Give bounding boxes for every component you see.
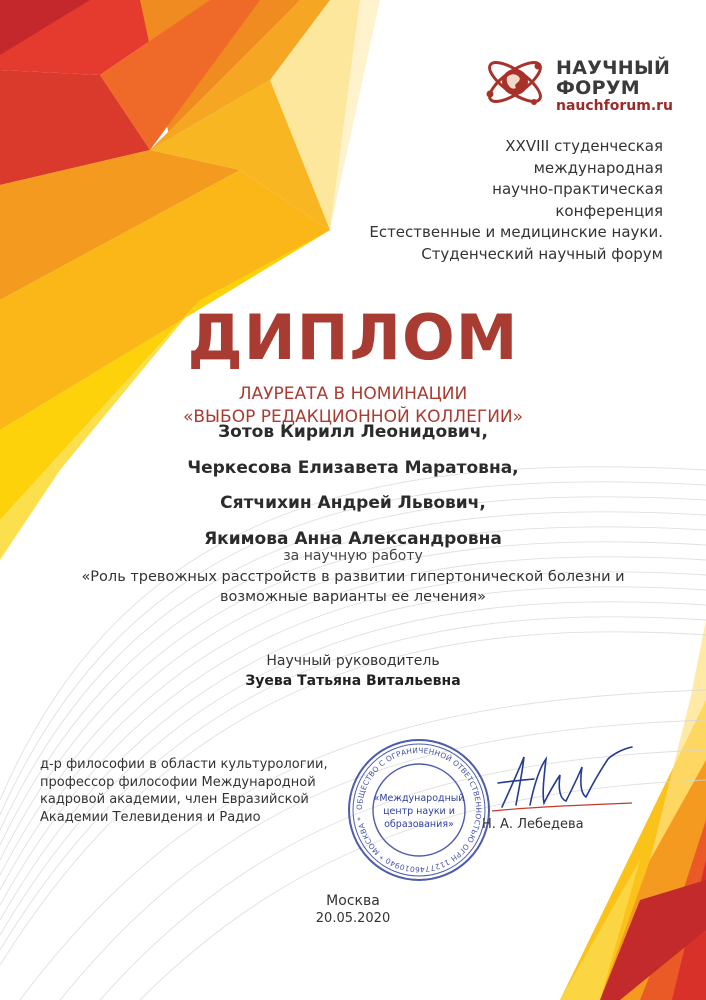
signatory-credentials: [40, 756, 370, 826]
logo-url: nauchforum.ru: [556, 98, 674, 114]
conference-line: Студенческий научный форум: [421, 244, 663, 263]
stamp-center-line: центр науки и: [383, 806, 455, 817]
logo-title: [556, 58, 670, 98]
handwritten-signature: [472, 745, 642, 820]
logo-title-line: ФОРУМ: [556, 77, 640, 99]
for-work-label: за научную работу: [283, 548, 423, 564]
conference-line: международная: [533, 158, 663, 177]
logo-title-line: НАУЧНЫЙ: [556, 57, 671, 79]
recipient-name: Сятчихин Андрей Львович,: [220, 493, 486, 513]
atom-globe-icon: [482, 50, 548, 114]
conference-line: XXVIII студенческая: [505, 137, 663, 155]
conference-line: Естественные и медицинские науки.: [369, 223, 663, 242]
supervisor-name: Зуева Татьяна Витальевна: [245, 673, 461, 689]
credentials-line: кадровой академии, член Евразийской: [40, 792, 309, 807]
recipient-name: Якимова Анна Александровна: [204, 528, 502, 549]
forum-logo: [482, 50, 682, 114]
credentials-line: Академии Телевидения и Радио: [40, 809, 261, 825]
subtitle-line: ЛАУРЕАТА В НОМИНАЦИИ: [238, 384, 468, 404]
recipients-list: [0, 418, 706, 560]
conference-line: конференция: [555, 201, 663, 220]
signatory-name: Н. А. Лебедева: [482, 817, 584, 832]
credentials-line: профессор философии Международной: [40, 774, 316, 790]
subtitle-line: «ВЫБОР РЕДАКЦИОННОЙ КОЛЛЕГИИ»: [182, 407, 524, 427]
recipient-name: Черкесова Елизавета Маратовна,: [187, 457, 519, 478]
credentials-line: д-р философии в области культурологии,: [40, 757, 328, 772]
conference-line: научно-практическая: [492, 180, 663, 199]
stamp-center-line: «Международный: [373, 793, 465, 804]
issue-date: 20.05.2020: [315, 911, 391, 926]
supervisor-label: Научный руководитель: [266, 653, 440, 669]
conference-info: [243, 136, 663, 266]
work-title: [58, 567, 648, 607]
stamp-center-line: образования»: [384, 819, 454, 830]
stamp-ring-text: ОБЩЕСТВО С ОГРАНИЧЕННОЙ ОТВЕТСТВЕННОСТЬЮ ОГРН 1127746010940 * МОСКВА *: [354, 745, 484, 875]
work-title-line: возможные варианты ее лечения»: [219, 589, 486, 605]
recipient-name: Зотов Кирилл Леонидович,: [218, 422, 488, 442]
work-title-line: «Роль тревожных расстройств в развитии гипертонической болезни и: [81, 569, 625, 585]
city: Москва: [326, 893, 380, 909]
diploma-title: ДИПЛОМ: [187, 301, 519, 374]
